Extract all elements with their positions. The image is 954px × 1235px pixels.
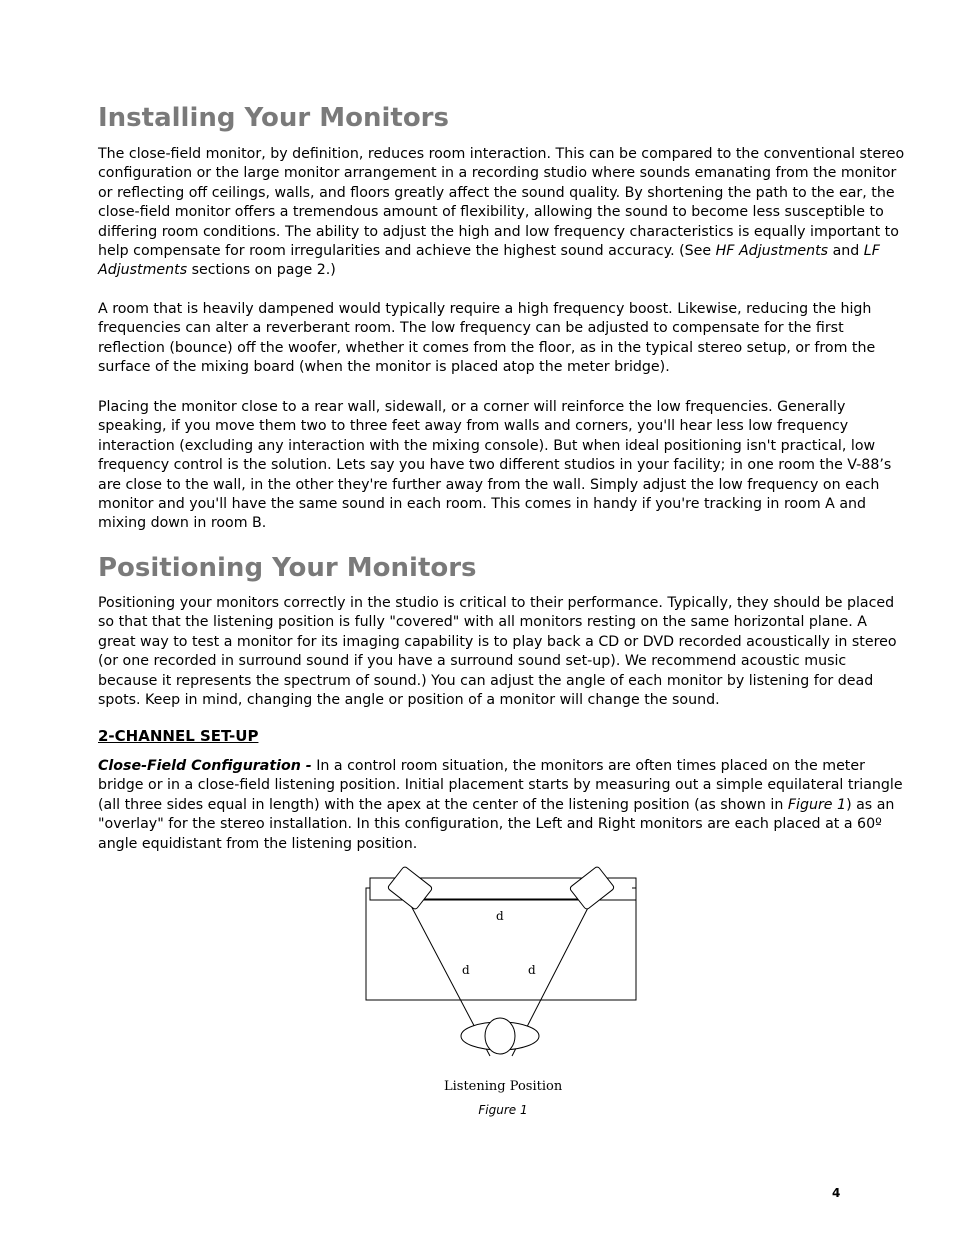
- label-d-left: d: [462, 963, 470, 977]
- position-p1-text: Positioning your monitors correctly in the studio is critical to their performance. Typically, they should be placed so that that the listening position is fully "covered" with all monitors resting on the same horizontal plane. A great way to test a monitor for its imaging capability is to play back a CD or DVD recorded acoustically in stereo (or one recorded in surround sound if you have a surround sound set-up). We recommend acoustic music because it represents the spectrum of sound.) You can adjust the angle of each monitor by listening for dead spots. Keep in mind, changing the angle or position of a monitor will change the sound.: [98, 595, 897, 709]
- listener-head: [485, 1018, 515, 1054]
- speaker-triangle-svg: [364, 866, 640, 1098]
- left-speaker: [387, 866, 433, 910]
- install-p1-em-hf: HF Adjustments: [715, 243, 829, 260]
- page-number: 4: [832, 1186, 841, 1200]
- install-p1-em-lf: LF Adjustments: [98, 243, 880, 279]
- install-paragraph-1: [98, 145, 908, 281]
- install-paragraph-2: [98, 300, 908, 378]
- label-d-right: d: [528, 963, 536, 977]
- install-p1-and: and: [828, 243, 864, 260]
- right-speaker: [569, 866, 615, 910]
- close-field-label: Close-Field Configuration -: [98, 758, 312, 774]
- console-outline: [366, 888, 636, 1000]
- install-p2-text: A room that is heavily dampened would typically require a high frequency boost. Likewise, reducing the high frequencies can alter a reverberant room. The low frequency can be adjusted to compensate for the first reflection (bounce) off the woofer, whether it comes from the floor, as in the typical stereo setup, or from the surface of the mixing board (when the monitor is placed atop the meter bridge).: [98, 301, 876, 376]
- install-p1-text-b: sections on page 2.): [187, 262, 336, 279]
- subheading-2-channel: 2-CHANNEL SET-UP: [98, 727, 259, 745]
- position-paragraph-1: [98, 594, 908, 710]
- install-p3-text: Placing the monitor close to a rear wall, sidewall, or a corner will reinforce the low frequencies. Generally speaking, if you move them two to three feet away from walls and corners, you'll hear less low frequency interaction (excluding any interaction with the mixing console). But when ideal positioning isn't practical, low frequency control is the solution. Lets say you have two different studios in your facility; in one room the V-88’s are close to the wall, in the other they're further away from the wall. Simply adjust the low frequency on each monitor and you'll have the same sound in each room. This comes in handy if you're tracking in room A and mixing down in room B.: [98, 399, 892, 532]
- install-p1-text-a: The close-field monitor, by definition, reduces room interaction. This can be compared to the conventional stereo configuration or the large monitor arrangement in a recording studio where sounds emanating from the monitor or reflecting off ceilings, walls, and floors greatly affect the sound quality. By shortening the path to the ear, the close-field monitor offers a tremendous amount of flexibility, allowing the sound to become less susceptible to differing room conditions. The ability to adjust the high and low frequency characteristics is equally important to help compensate for room irregularities and achieve the highest sound accuracy. (See: [98, 146, 905, 260]
- figure-1-diagram: [364, 866, 640, 1098]
- close-field-text-b: ) as an "overlay" for the stereo installation. In this configuration, the Left and Right monitors are each placed at a 60º angle equidistant from the listening position.: [98, 796, 895, 852]
- label-listening-position: Listening Position: [444, 1079, 563, 1094]
- section-title-installing: Installing Your Monitors: [98, 103, 449, 133]
- label-d-top: d: [496, 909, 504, 923]
- close-field-paragraph: [98, 757, 908, 854]
- close-field-figure-ref: Figure 1: [787, 796, 847, 813]
- section-title-positioning: Positioning Your Monitors: [98, 553, 477, 583]
- close-field-text-a: In a control room situation, the monitors are often times placed on the meter bridge or in a close-field listening position. Initial placement starts by measuring out a simple equilateral triangle (all three sides equal in length) with the apex at the center of the listening position (as shown in: [98, 758, 903, 813]
- install-paragraph-3: [98, 398, 908, 534]
- figure-caption: Figure 1: [478, 1103, 528, 1117]
